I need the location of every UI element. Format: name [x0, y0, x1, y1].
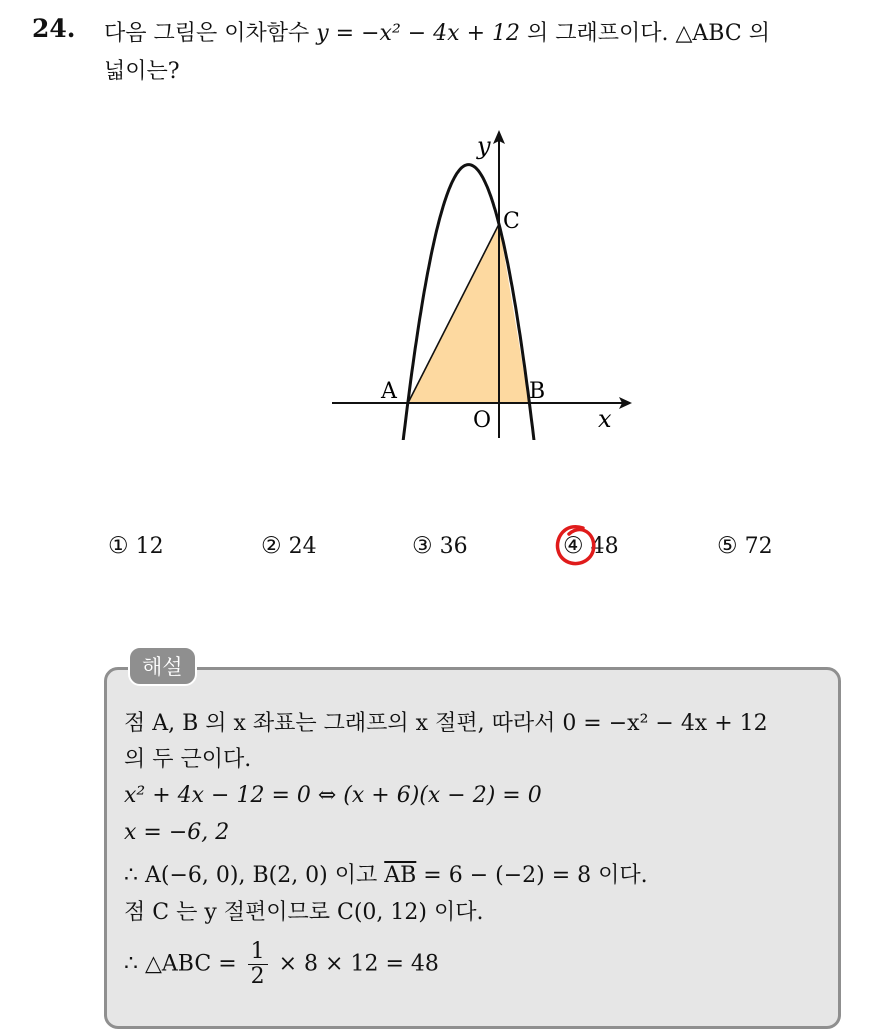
fraction-one-half: $\frac{1}{2}$ [248, 940, 268, 989]
label-o: O [473, 408, 492, 433]
solution-line-5: ∴ A(−6, 0), B(2, 0) 이고 $\overline{AB} = 6 - (-2) = 8$ 이다. [124, 863, 648, 888]
selected-answer-circle-icon [553, 520, 601, 572]
question-number: 24. [32, 14, 76, 43]
question-equation: y = −x² − 4x + 12 [316, 21, 520, 46]
label-a: A [381, 379, 397, 404]
solution-line-3: x² + 4x − 12 = 0 ⇔ (x + 6)(x − 2) = 0 [124, 783, 542, 808]
question-line-2: 넓이는? [104, 59, 180, 84]
triangle-abc [408, 224, 529, 403]
question-text-before: 다음 그림은 이차함수 [104, 21, 317, 46]
solution-line-7: ∴ △ABC = $\frac{1}{2}$ × 8 × 12 = 48 [124, 939, 439, 989]
solution-line-6: 점 C 는 y 절편이므로 C(0, 12) 이다. [124, 900, 484, 925]
label-y: y [477, 132, 491, 160]
choice-1[interactable]: ① 12 [108, 533, 164, 559]
question-text-after: 의 그래프이다. △ABC 의 [520, 21, 770, 46]
answer-choices [0, 533, 884, 567]
label-c: C [503, 209, 520, 234]
label-b: B [529, 379, 546, 404]
solution-tag: 해설 [128, 646, 197, 686]
solution-line-2: 의 두 근이다. [124, 747, 252, 772]
solution-line-4: x = −6, 2 [124, 820, 230, 845]
question-line-1 [104, 16, 770, 47]
choice-3[interactable]: ③ 36 [412, 533, 468, 559]
segment-ab: $\overline{AB}$ [384, 863, 417, 888]
choice-5[interactable]: ⑤ 72 [717, 533, 773, 559]
choice-2[interactable]: ② 24 [261, 533, 317, 559]
label-x: x [598, 405, 612, 433]
parabola-graph [320, 120, 640, 440]
choice-4[interactable]: ④ 48 [563, 533, 619, 559]
solution-line-1: 점 A, B 의 x 좌표는 그래프의 x 절편, 따라서 0 = −x² − 4x + 12 [124, 711, 768, 736]
